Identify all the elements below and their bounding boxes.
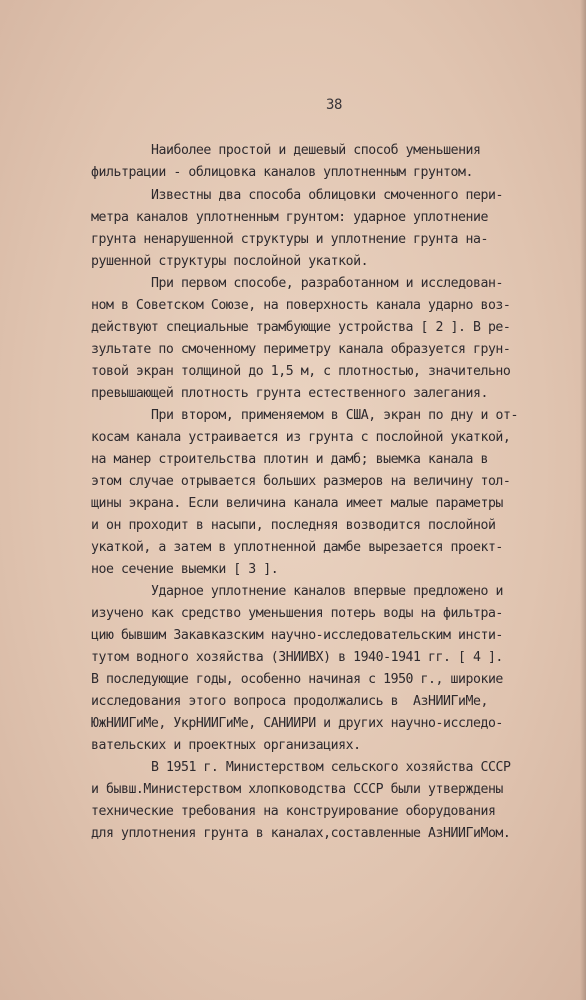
text-line: При втором, применяемом в США, экран по дну и от- [151,408,518,423]
text-line: этом случае отрывается больших размеров на величину тол- [91,474,511,489]
text-line: зультате по смоченному периметру канала образуется грун- [91,342,511,357]
text-line: технические требования на конструирование оборудования [91,804,496,819]
text-line: При первом способе, разработанном и исследован- [151,276,504,291]
text-line: ное сечение выемки [ 3 ]. [91,562,279,577]
page-number: 38 [326,97,342,113]
text-line: Известны два способа облицовки смоченного пери- [151,188,504,203]
page-edge-shadow [580,0,586,1000]
text-line: укаткой, а затем в уплотненной дамбе вырезается проект- [91,540,503,555]
text-line: вательских и проектных организациях. [91,738,361,753]
text-line: для уплотнения грунта в каналах,составленные АзНИИГиМом. [91,826,511,841]
text-line: метра каналов уплотненным грунтом: ударное уплотнение [91,210,488,225]
text-line: Ударное уплотнение каналов впервые предложено и [151,584,504,599]
text-line: превышающей плотность грунта естественного залегания. [91,386,488,401]
text-line: грунта ненарушенной структуры и уплотнение грунта на- [91,232,488,247]
text-line: исследования этого вопроса продолжались в АзНИИГиМе, [91,694,488,709]
text-line: и он проходит в насыпи, последняя возводится послойной [91,518,496,533]
text-line: товой экран толщиной до 1,5 м, с плотностью, значительно [91,364,511,379]
text-line: тутом водного хозяйства (ЗНИИВХ) в 1940-1941 гг. [ 4 ]. [91,650,503,665]
text-line: В последующие годы, особенно начиная с 1950 г., широкие [91,672,503,687]
text-line: изучено как средство уменьшения потерь воды на фильтра- [91,606,503,621]
text-line: ном в Советском Союзе, на поверхность канала ударно воз- [91,298,511,313]
text-line: фильтрации - облицовка каналов уплотненным грунтом. [91,165,473,180]
text-line: щины экрана. Если величина канала имеет малые параметры [91,496,503,511]
text-line: косам канала устраивается из грунта с послойной укаткой, [91,430,511,445]
text-line: цию бывшим Закавказским научно-исследовательским инсти- [91,628,503,643]
text-line: и бывш.Министерством хлопководства СССР были утверждены [91,782,503,797]
text-line: рушенной структуры послойной укаткой. [91,254,369,269]
text-line: Наиболее простой и дешевый способ уменьшения [151,143,481,158]
text-line: на манер строительства плотин и дамб; выемка канала в [91,452,488,467]
text-line: ЮжНИИГиМе, УкрНИИГиМе, САНИИРИ и других научно-исследо- [91,716,503,731]
text-line: действуют специальные трамбующие устройства [ 2 ]. В ре- [91,320,511,335]
text-line: В 1951 г. Министерством сельского хозяйства СССР [151,760,511,775]
